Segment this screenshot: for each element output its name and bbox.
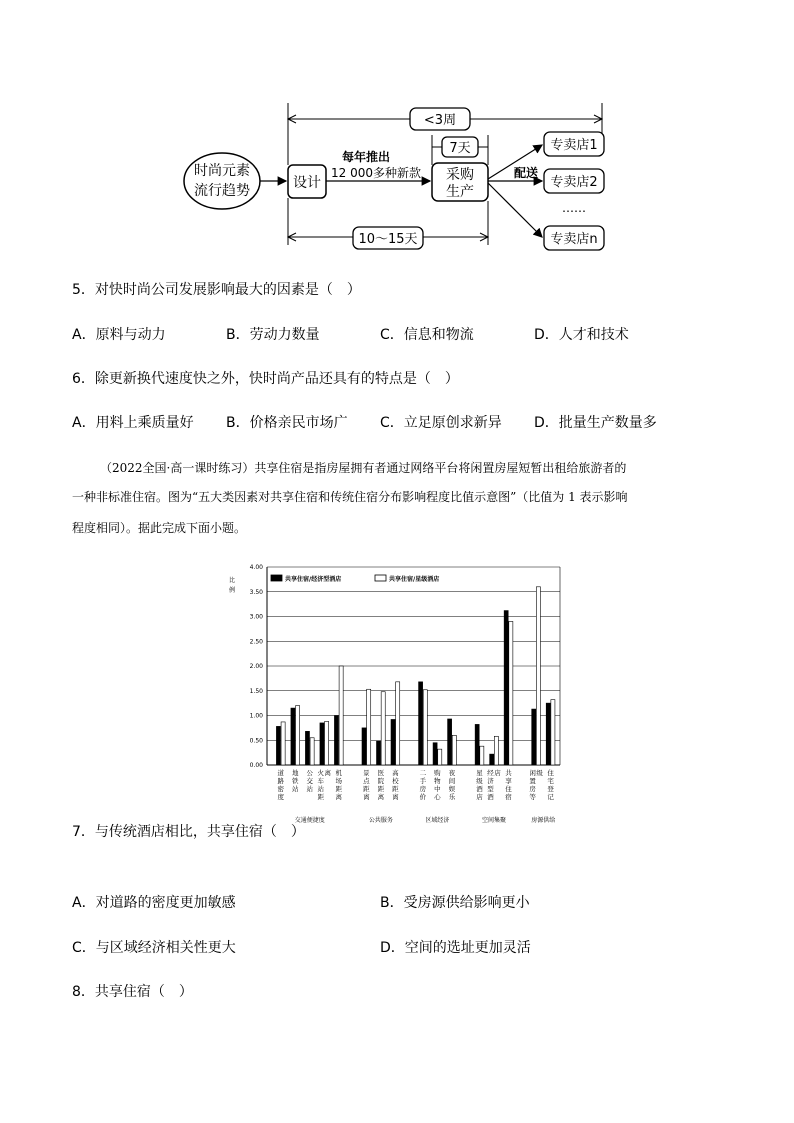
bar (504, 611, 508, 765)
x-tick-label (487, 768, 501, 801)
svg-text:车: 车 (317, 777, 325, 785)
svg-text:酒: 酒 (487, 793, 494, 801)
bar (339, 666, 343, 765)
svg-text:离: 离 (363, 793, 370, 801)
q7-stem: 7．与传统酒店相比，共享住宿（ ） (72, 824, 305, 840)
svg-text:物: 物 (434, 777, 441, 785)
svg-text:购: 购 (434, 769, 441, 777)
bar (448, 719, 452, 765)
svg-text:记: 记 (547, 793, 554, 801)
svg-text:乐: 乐 (448, 793, 456, 801)
svg-text:二: 二 (419, 769, 427, 777)
svg-text:距: 距 (335, 785, 343, 793)
y-axis-label-1: 比 (229, 577, 236, 584)
bar (423, 690, 427, 765)
bar (433, 743, 437, 765)
release-note-2: 12 000多种新款 (331, 166, 421, 180)
svg-text:级: 级 (536, 769, 543, 777)
bar (391, 719, 395, 765)
q7-option-c[interactable]: C．与区域经济相关性更大 (72, 940, 236, 956)
x-tick-label (318, 768, 332, 801)
svg-text:站: 站 (317, 785, 325, 793)
group-label: 公共服务 (368, 817, 393, 824)
store-label-1: 专卖店1 (550, 138, 598, 153)
svg-text:地: 地 (292, 769, 299, 777)
svg-text:宅: 宅 (547, 777, 554, 785)
purchase-period-label: 7天 (449, 141, 471, 156)
svg-text:距: 距 (377, 785, 385, 793)
x-tick-label (378, 769, 385, 801)
svg-text:校: 校 (392, 777, 399, 785)
svg-text:道: 道 (277, 769, 285, 777)
x-tick-label (505, 768, 512, 801)
y-tick-label: 1.50 (249, 687, 263, 695)
bar (396, 682, 400, 765)
bar (438, 749, 442, 765)
bar (305, 731, 309, 765)
y-tick-label: 4.00 (249, 564, 263, 571)
x-tick-label (529, 768, 543, 801)
y-tick-label: 0.50 (249, 737, 263, 745)
q5-option-d[interactable]: D．人才和技术 (534, 327, 629, 343)
svg-text:共: 共 (505, 769, 512, 777)
svg-text:路: 路 (277, 777, 285, 785)
bar (362, 728, 366, 765)
svg-text:距: 距 (392, 785, 399, 793)
bar (281, 722, 285, 765)
q7-option-d[interactable]: D．空间的选址更加灵活 (380, 940, 531, 956)
group-label: 空间集聚 (481, 817, 507, 824)
q6-option-a[interactable]: A．用料上乘质量好 (72, 415, 194, 431)
procure-line-1: 采购 (446, 167, 474, 183)
bar (367, 689, 371, 765)
bar (325, 721, 329, 765)
bar (452, 735, 456, 765)
svg-text:铁: 铁 (292, 777, 299, 785)
x-tick-label (336, 768, 343, 801)
svg-text:经: 经 (487, 769, 494, 777)
x-tick-label (420, 769, 427, 801)
bar (334, 716, 338, 766)
svg-text:闲: 闲 (529, 769, 536, 777)
svg-text:心: 心 (434, 793, 441, 801)
svg-text:夜: 夜 (448, 769, 456, 777)
intro-line-3: 程度相同）。据此完成下面小题。 (72, 521, 247, 535)
svg-text:住: 住 (547, 769, 554, 777)
svg-text:站: 站 (306, 785, 314, 793)
svg-text:景: 景 (363, 769, 370, 777)
q6-option-d[interactable]: D．批量生产数量多 (534, 415, 657, 431)
svg-text:高: 高 (392, 769, 399, 777)
x-tick-label (392, 768, 399, 801)
q5-stem: 5．对快时尚公司发展影响最大的因素是（ ） (72, 282, 361, 298)
bar (480, 746, 484, 765)
bar (490, 754, 494, 765)
bar (509, 621, 513, 765)
svg-text:登: 登 (547, 785, 554, 793)
svg-text:医: 医 (377, 769, 385, 777)
svg-text:型: 型 (487, 785, 494, 793)
svg-text:离: 离 (324, 769, 332, 777)
group-label: 交通便捷度 (294, 817, 325, 824)
q6-stem: 6．除更新换代速度快之外，快时尚产品还具有的特点是（ ） (72, 371, 459, 387)
svg-text:房: 房 (419, 785, 427, 793)
x-tick-label (547, 768, 554, 801)
y-tick-label: 2.00 (249, 663, 263, 670)
bar (320, 723, 324, 765)
ship-label: 配送 (513, 166, 539, 180)
svg-text:离: 离 (335, 793, 343, 801)
bar (377, 741, 381, 765)
bar (296, 706, 300, 765)
y-tick-label: 2.50 (249, 638, 263, 646)
x-tick-label (363, 768, 370, 801)
svg-text:等: 等 (529, 793, 536, 801)
svg-text:距: 距 (363, 785, 370, 793)
bar (532, 709, 536, 765)
y-axis-label-2: 例 (229, 587, 236, 594)
svg-text:中: 中 (434, 785, 441, 793)
legend-swatch-1 (271, 575, 282, 581)
svg-text:机: 机 (335, 769, 343, 777)
store-label-2: 专卖店2 (550, 175, 598, 190)
y-tick-label: 0.00 (249, 762, 263, 769)
x-tick-label (434, 768, 441, 801)
svg-text:离: 离 (392, 793, 399, 801)
bar (546, 703, 550, 765)
design-label: 设计 (293, 175, 321, 191)
legend-label-2: 共享住宿/星级酒店 (389, 576, 440, 583)
svg-text:住: 住 (505, 785, 512, 793)
svg-text:火: 火 (317, 769, 325, 777)
bar (419, 682, 423, 765)
x-tick-label (476, 768, 483, 801)
bar (536, 587, 540, 765)
flow-diagram (180, 95, 620, 260)
source-line-2: 流行趋势 (194, 183, 250, 199)
y-tick-label: 3.50 (249, 588, 263, 596)
x-tick-label (292, 768, 299, 793)
bar (551, 700, 555, 765)
y-tick-label: 1.00 (249, 712, 263, 720)
svg-text:距: 距 (317, 793, 325, 801)
group-label: 房源供给 (531, 817, 556, 824)
svg-text:交: 交 (306, 777, 314, 785)
svg-text:宿: 宿 (505, 793, 512, 801)
svg-text:密: 密 (277, 785, 285, 793)
svg-text:济: 济 (487, 777, 494, 785)
svg-text:站: 站 (292, 785, 299, 793)
svg-text:娱: 娱 (448, 785, 456, 793)
q6-option-c[interactable]: C．立足原创求新异 (380, 415, 502, 431)
q5-option-c[interactable]: C．信息和物流 (380, 327, 474, 343)
svg-text:店: 店 (476, 793, 483, 801)
q7-option-b[interactable]: B．受房源供给影响更小 (380, 895, 530, 911)
svg-text:院: 院 (377, 777, 385, 785)
total-period-label: <3周 (423, 113, 457, 128)
source-ellipse (184, 153, 260, 209)
svg-text:级: 级 (476, 777, 483, 785)
svg-text:度: 度 (277, 793, 285, 801)
q5-option-b[interactable]: B．劳动力数量 (226, 327, 320, 343)
q6-option-b[interactable]: B．价格亲民市场广 (226, 415, 348, 431)
group-label: 区域经济 (425, 817, 450, 824)
procure-line-2: 生产 (446, 184, 474, 200)
svg-text:享: 享 (505, 777, 512, 785)
svg-text:房: 房 (529, 785, 536, 793)
store-label-n: 专卖店n (550, 232, 598, 247)
store-ellipsis: …… (562, 201, 586, 215)
q7-option-a[interactable]: A．对道路的密度更加敏感 (72, 895, 236, 911)
legend-swatch-2 (375, 575, 386, 581)
svg-text:手: 手 (419, 777, 427, 785)
y-tick-label: 3.00 (249, 613, 263, 621)
ratio-bar-chart (225, 560, 565, 830)
svg-text:点: 点 (363, 777, 370, 785)
svg-text:置: 置 (529, 777, 536, 785)
intro-line-1: （2022全国·高一课时练习）共享住宿是指房屋拥有者通过网络平台将闲置房屋短暂出租给旅游者的 (100, 461, 627, 475)
bar (494, 736, 498, 765)
svg-text:离: 离 (377, 793, 385, 801)
bar (381, 692, 385, 765)
q5-option-a[interactable]: A．原料与动力 (72, 327, 166, 343)
bar (475, 724, 479, 765)
design-period-label: 10～15天 (358, 232, 418, 247)
q8-stem: 8．共享住宿（ ） (72, 984, 193, 1000)
svg-text:场: 场 (335, 777, 343, 785)
svg-text:星: 星 (476, 769, 483, 777)
svg-text:公: 公 (306, 769, 314, 777)
svg-text:店: 店 (494, 769, 501, 777)
legend-label-1: 共享住宿/经济型酒店 (285, 576, 342, 583)
svg-text:间: 间 (448, 777, 456, 785)
svg-text:酒: 酒 (476, 785, 483, 793)
svg-text:价: 价 (419, 793, 427, 801)
source-line-1: 时尚元素 (194, 163, 250, 179)
bar (291, 708, 295, 765)
x-tick-label (307, 769, 314, 793)
x-tick-label (278, 768, 285, 801)
release-note-1: 每年推出 (341, 150, 391, 164)
x-tick-label (449, 768, 456, 801)
bar (310, 738, 314, 765)
intro-line-2: 一种非标准住宿。图为“五大类因素对共享住宿和传统住宿分布影响程度比值示意图”（比值为 1 表示影响 (72, 490, 628, 504)
bar (276, 726, 280, 765)
